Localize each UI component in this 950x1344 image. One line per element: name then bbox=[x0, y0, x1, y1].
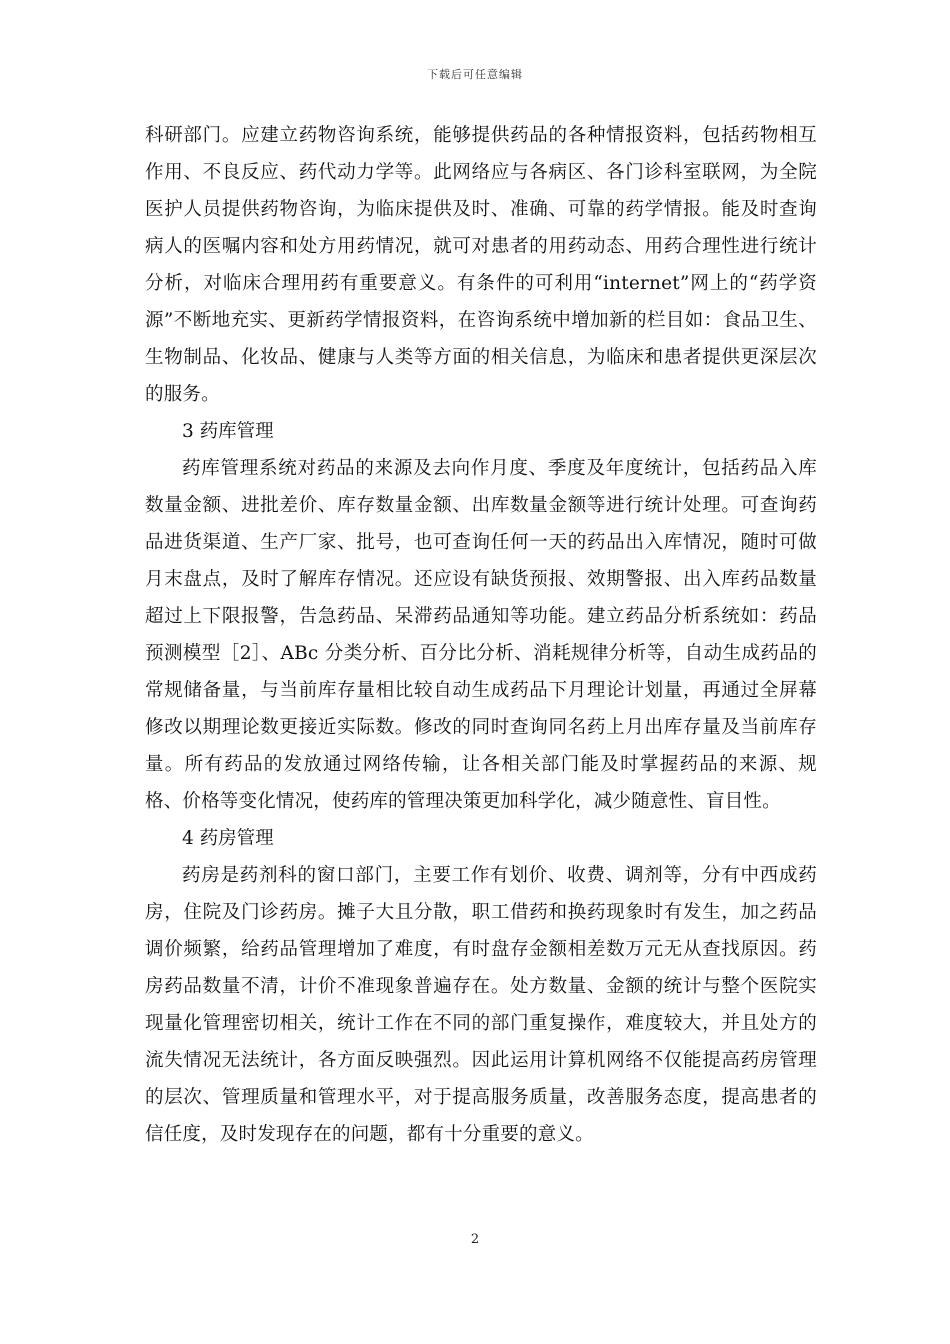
paragraph-warehouse-management: 药库管理系统对药品的来源及去向作月度、季度及年度统计，包括药品入库数量金额、进批差价、库存数量金额、出库数量金额等进行统计处理。可查询药品进货渠道、生产厂家、批号，也可查询任何一天的药品出入库情况，随时可做月末盘点，及时了解库存情况。还应设有缺货预报、效期警报、出入库药品数量超过上下限报警，告急药品、呆滞药品通知等功能。建立药品分析系统如：药品预测模型［2］、ABc 分类分析、百分比分析、消耗规律分析等，自动生成药品的常规储备量，与当前库存量相比较自动生成药品下月理论计划量，再通过全屏幕修改以期理论数更接近实际数。修改的同时查询同名药上月出库存量及当前库存量。所有药品的发放通过网络传输，让各相关部门能及时掌握药品的来源、规格、价格等变化情况，使药库的管理决策更加科学化，减少随意性、盲目性。 bbox=[145, 458, 817, 812]
section-heading-warehouse: 3 药库管理 bbox=[182, 421, 274, 442]
page-header-note: 下载后可任意编辑 bbox=[427, 68, 523, 81]
page-number: 2 bbox=[470, 1232, 480, 1247]
paragraph-pharmacy-management: 药房是药剂科的窗口部门，主要工作有划价、收费、调剂等，分有中西成药房，住院及门诊药房。摊子大且分散，职工借药和换药现象时有发生，加之药品调价频繁，给药品管理增加了难度，有时盘存金额相差数万元无从查找原因。药房药品数量不清，计价不准现象普遍存在。处方数量、金额的统计与整个医院实现量化管理密切相关，统计工作在不同的部门重复操作，难度较大，并且处方的流失情况无法统计，各方面反映强烈。因此运用计算机网络不仅能提高药房管理的层次、管理质量和管理水平，对于提高服务质量，改善服务态度，提高患者的信任度，及时发现存在的问题，都有十分重要的意义。 bbox=[145, 865, 817, 1145]
document-body bbox=[145, 117, 817, 1153]
section-heading-pharmacy: 4 药房管理 bbox=[182, 828, 274, 849]
paragraph-consulting-system: 科研部门。应建立药物咨询系统，能够提供药品的各种情报资料，包括药物相互作用、不良反应、药代动力学等。此网络应与各病区、各门诊科室联网，为全院医护人员提供药物咨询，为临床提供及时、准确、可靠的药学情报。能及时查询病人的医嘱内容和处方用药情况，就可对患者的用药动态、用药合理性进行统计分析，对临床合理用药有重要意义。有条件的可利用“internet”网上的“药学资源”不断地充实、更新药学情报资料，在咨询系统中增加新的栏目如：食品卫生、生物制品、化妆品、健康与人类等方面的相关信息，为临床和患者提供更深层次的服务。 bbox=[145, 125, 817, 405]
